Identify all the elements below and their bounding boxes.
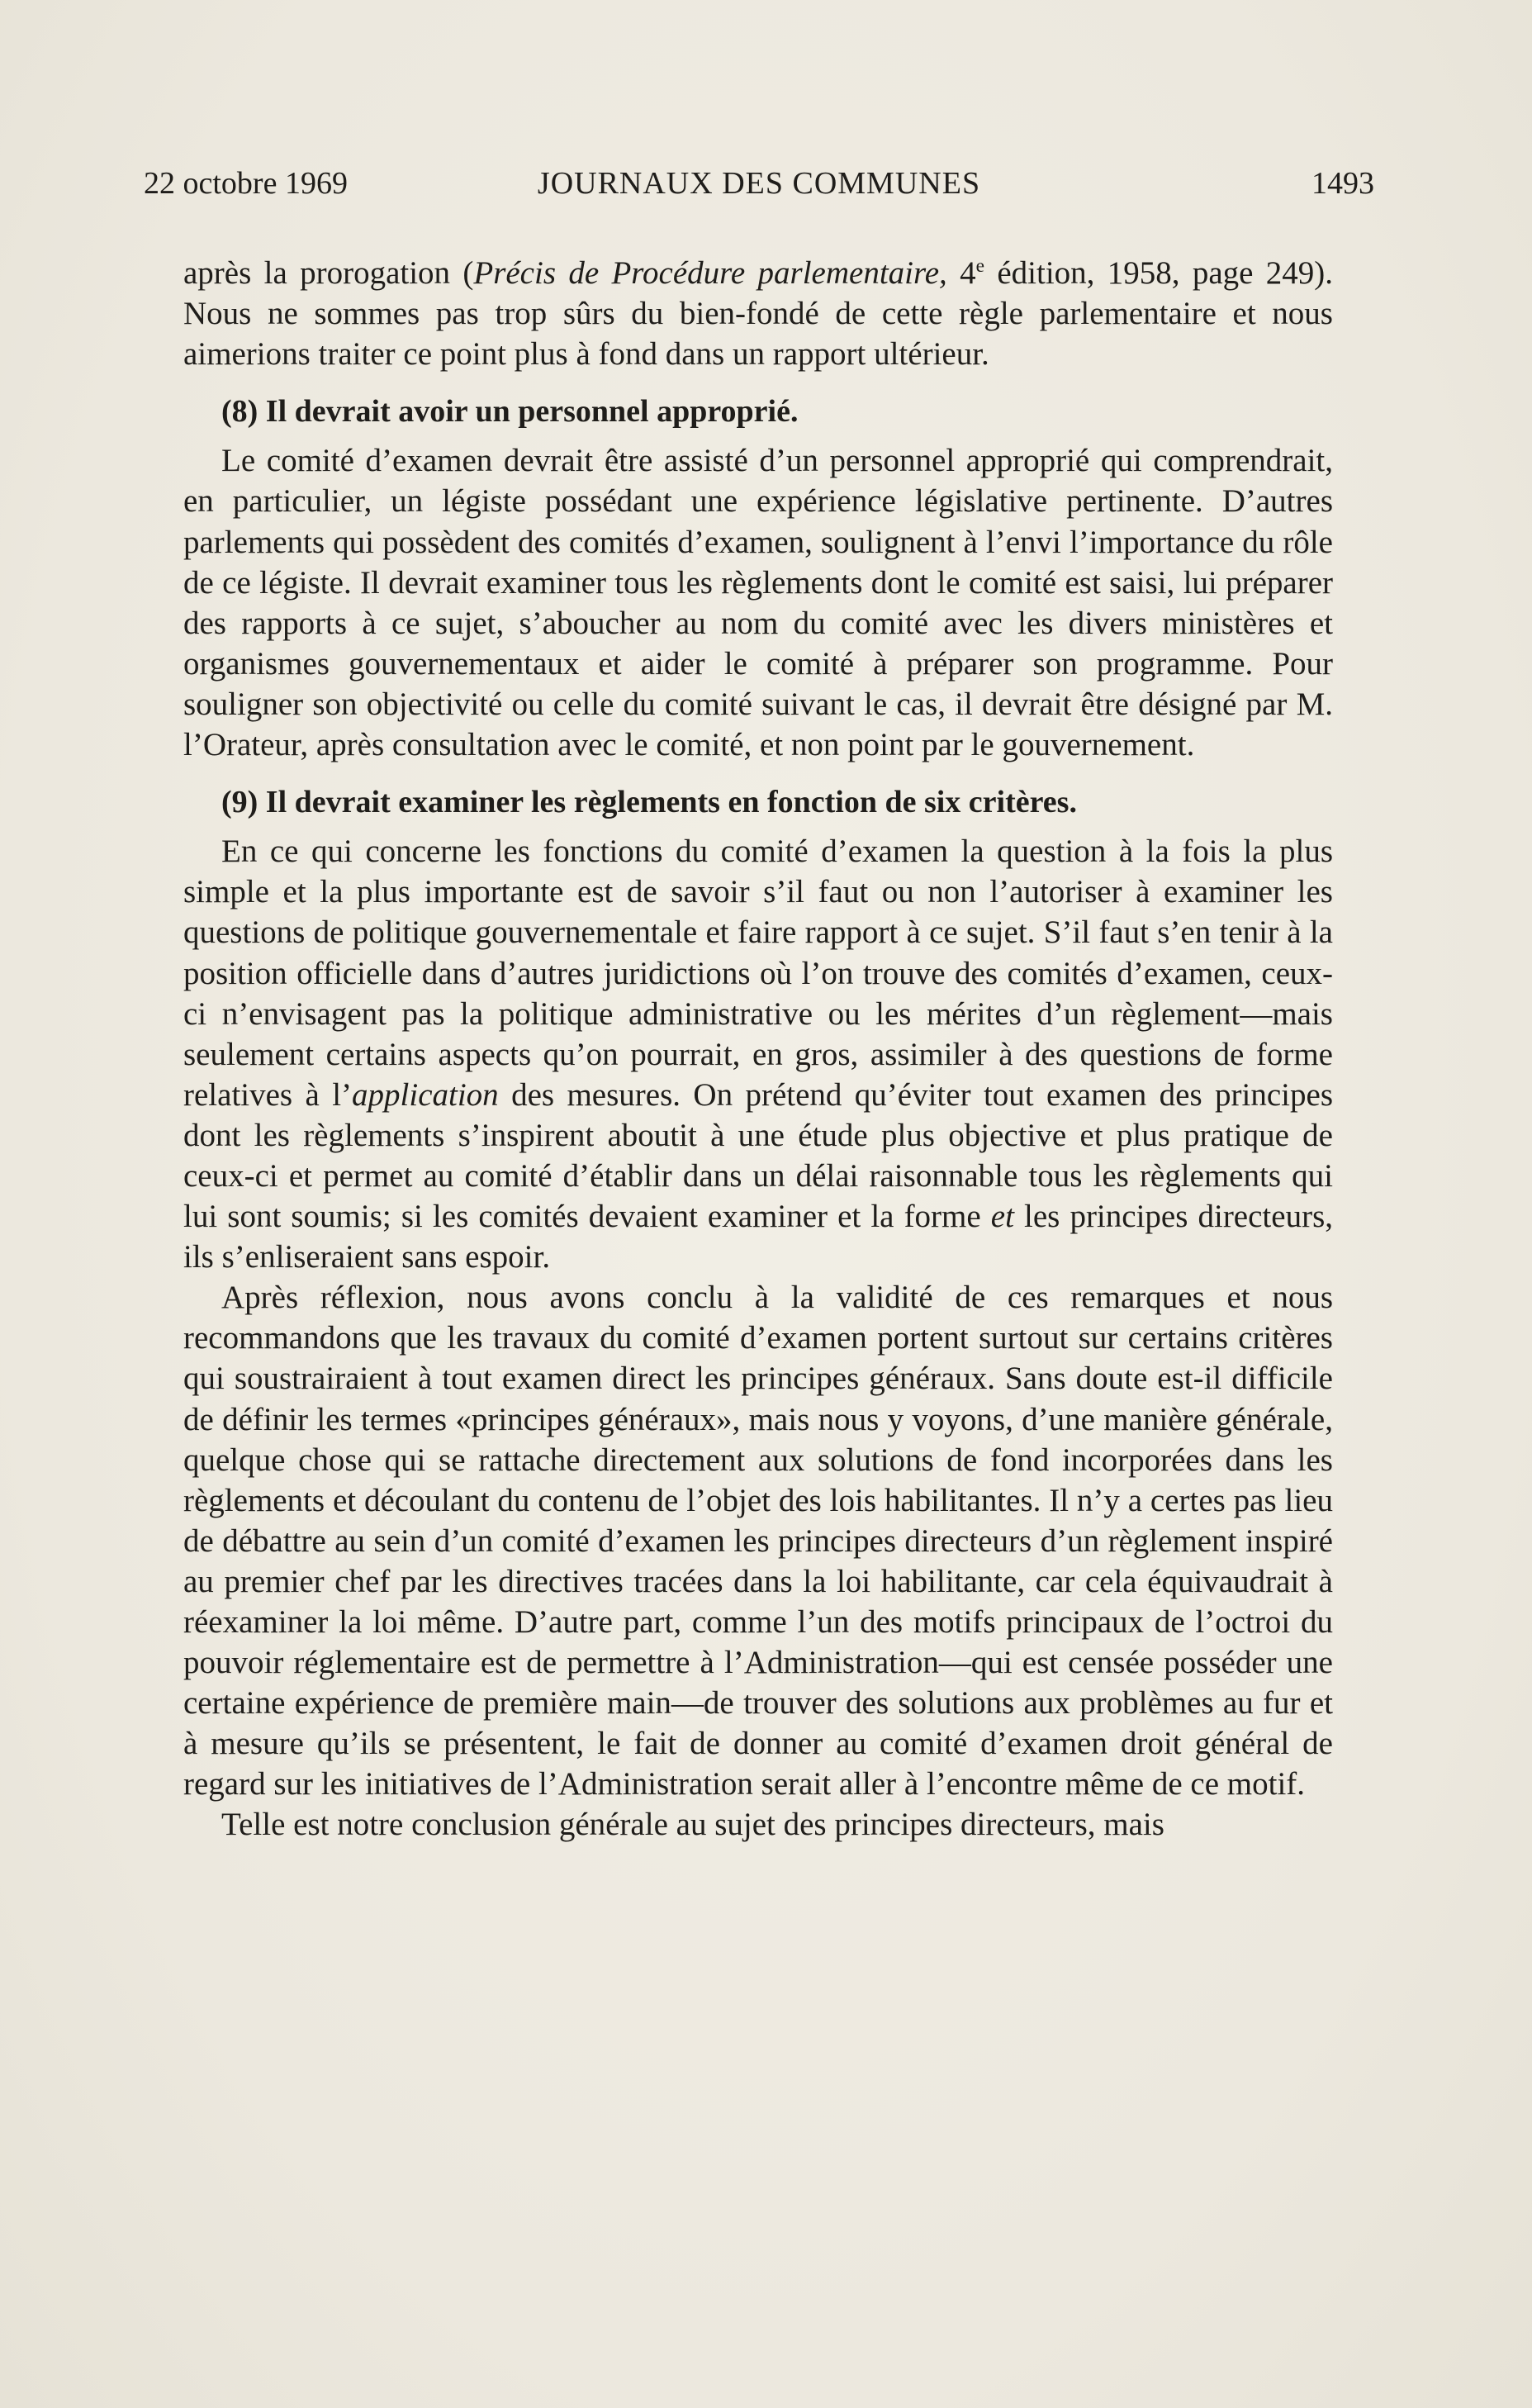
text-run: 4 <box>946 255 976 291</box>
superscript: e <box>975 255 985 277</box>
italic-term: application <box>352 1076 499 1113</box>
running-header <box>144 164 1374 203</box>
paragraph-section-9-a <box>183 831 1333 1277</box>
section-heading-9: (9) Il devrait examiner les règlements en fonction de six critères. <box>221 785 1077 820</box>
italic-term: et <box>990 1199 1014 1235</box>
paragraph-section-9-b: Après réflexion, nous avons conclu à la validité de ces remarques et nous recommandons que les travaux du comité d’examen portent surtout sur certains critères qui soustrairaient à tout examen direct les principes généraux. Sans doute est-il difficile de définir les termes «principes généraux», mais nous y voyons, d’une manière générale, quelque chose qui se rattache directement aux solutions de fond incorporées dans les règlements et découlant du contenu de l’objet des lois habilitantes. Il n’y a certes pas lieu de débattre au sein d’un comité d’examen les principes directeurs d’un règlement inspiré au premier chef par les directives tracées dans la loi habilitante, car cela équivaudrait à réexaminer la loi même. D’autre part, comme l’un des motifs principaux de l’octroi du pouvoir réglementaire est de permettre à l’Administration—qui est censée posséder une certaine expérience de première main—de trouver des solutions aux problèmes au fur et à mesure qu’ils se présentent, le fait de donner au comité d’examen droit général de regard sur les initiatives de l’Administration serait aller à l’encontre même de ce motif. <box>183 1280 1333 1802</box>
text-run: après la prorogation ( <box>183 255 474 291</box>
text-run: édition, 1958, page 249). Nous ne sommes pas trop sûrs du bien-fondé de cette règle parlementaire et nous aimerions traiter ce point plus à fond dans un rapport ultérieur. <box>183 255 1334 373</box>
paragraph-continuation <box>183 253 1333 374</box>
italic-citation: Précis de Procédure parlementaire, <box>473 255 947 291</box>
section-heading-8: (8) Il devrait avoir un personnel approprié. <box>221 394 799 430</box>
header-journal-title: JOURNAUX DES COMMUNES <box>537 166 981 201</box>
text-run: les principes directeurs, ils s’enliseraient sans espoir. <box>183 1199 1333 1275</box>
body-text <box>183 253 1333 1845</box>
paragraph-section-8: Le comité d’examen devrait être assisté d’un personnel approprié qui comprendrait, en particulier, un légiste possédant une expérience législative pertinente. D’autres parlements qui possèdent des comités d’examen, soulignent à l’envi l’importance du rôle de ce légiste. Il devrait examiner tous les règlements dont le comité est saisi, lui préparer des rapports à ce sujet, s’aboucher au nom du comité avec les divers ministères et organismes gouvernementaux et aider le comité à préparer son programme. Pour souligner son objectivité ou celle du comité suivant le cas, il devrait être désigné par M. l’Orateur, après consultation avec le comité, et non point par le gouvernement. <box>183 443 1333 763</box>
text-run: des mesures. On prétend qu’éviter tout examen des principes dont les règlements s’inspirent aboutit à une étude plus objective et plus pratique de ceux-ci et permet au comité d’établir dans un délai raisonnable tous les règlements qui lui sont soumis; si les comités devaient examiner et la forme <box>183 1076 1334 1235</box>
header-page-number: 1493 <box>1311 166 1374 201</box>
header-date: 22 octobre 1969 <box>144 166 348 201</box>
paragraph-section-9-c: Telle est notre conclusion générale au sujet des principes directeurs, mais <box>221 1807 1164 1843</box>
text-run: En ce qui concerne les fonctions du comité d’examen la question à la fois la plus simple et la plus importante est de savoir s’il faut ou non l’autoriser à examiner les questions de politique gouvernementale et faire rapport à ce sujet. S’il faut s’en tenir à la position officielle dans d’autres juridictions où l’on trouve des comités d’examen, ceux-ci n’envisagent pas la politique administrative ou les mérites d’un règlement—mais seulement certains aspects qu’on pourrait, en gros, assimiler à des questions de forme relatives à l’ <box>183 834 1333 1113</box>
